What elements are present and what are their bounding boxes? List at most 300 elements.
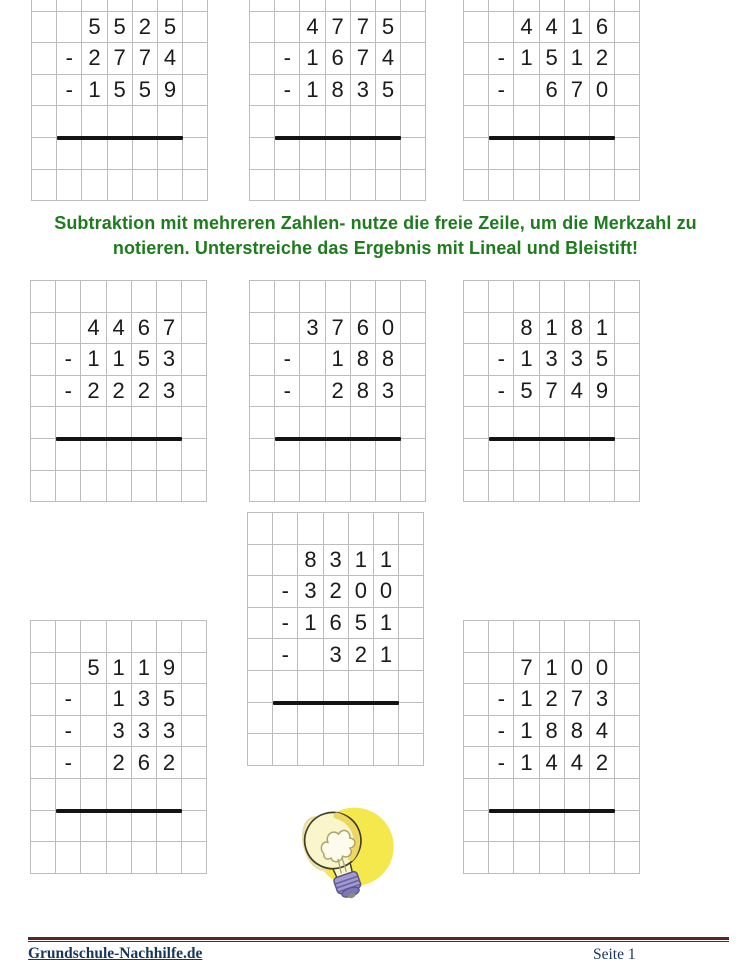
grid-cell <box>489 842 514 874</box>
grid-cell <box>326 138 351 170</box>
grid-cell: 8 <box>565 313 590 345</box>
grid-cell <box>31 407 56 439</box>
grid-cell <box>250 75 275 107</box>
grid-cell <box>376 138 401 170</box>
grid-cell <box>464 313 489 345</box>
grid-cell: 1 <box>81 344 106 376</box>
grid-cell <box>374 734 399 766</box>
grid-cell <box>590 621 615 653</box>
grid-cell: 1 <box>326 344 351 376</box>
grid-cell <box>157 811 182 843</box>
grid-cell <box>132 439 157 471</box>
grid-cell: 7 <box>514 653 539 685</box>
grid-cell: 1 <box>565 12 590 44</box>
grid-cell: 5 <box>514 376 539 408</box>
grid-cell <box>399 545 424 577</box>
grid-cell: 9 <box>590 376 615 408</box>
grid-cell <box>275 471 300 503</box>
grid-cell <box>273 734 298 766</box>
grid-cell <box>464 0 489 12</box>
grid-cell <box>615 684 640 716</box>
grid-cell <box>250 43 275 75</box>
grid-cell: 1 <box>300 43 325 75</box>
grid-cell <box>565 842 590 874</box>
grid-cell <box>32 106 57 138</box>
grid-cell <box>376 471 401 503</box>
grid-cell <box>590 779 615 811</box>
grid-cell <box>248 703 273 735</box>
grid-cell: 5 <box>108 75 133 107</box>
grid-cell <box>81 684 106 716</box>
grid-cell <box>248 545 273 577</box>
grid-cell <box>182 313 207 345</box>
grid-cell <box>32 0 57 12</box>
grid-cell <box>590 170 615 202</box>
grid-cell <box>540 811 565 843</box>
result-underline <box>56 437 182 441</box>
grid-cell <box>489 779 514 811</box>
grid-cell <box>158 106 183 138</box>
grid-cell: 4 <box>565 376 590 408</box>
grid-cell <box>374 703 399 735</box>
grid-cell <box>590 281 615 313</box>
grid-cell <box>565 138 590 170</box>
grid-cell <box>248 671 273 703</box>
grid-cell: 2 <box>590 43 615 75</box>
grid-cell <box>399 576 424 608</box>
grid-cell <box>326 170 351 202</box>
grid-cell <box>351 281 376 313</box>
grid-cell <box>351 170 376 202</box>
grid-cell: 1 <box>298 608 323 640</box>
grid-cell <box>81 407 106 439</box>
grid-cell <box>182 716 207 748</box>
grid-cell: 8 <box>540 716 565 748</box>
problem-grid-3 <box>463 0 640 201</box>
grid-cell <box>250 106 275 138</box>
problem-grid-6 <box>463 280 640 502</box>
grid-cell <box>300 407 325 439</box>
grid-cell <box>565 170 590 202</box>
grid-cell <box>514 842 539 874</box>
grid-cell: 3 <box>157 716 182 748</box>
grid-cell <box>32 43 57 75</box>
grid-cell <box>107 281 132 313</box>
grid-cell <box>514 281 539 313</box>
grid-cell <box>250 407 275 439</box>
instruction-line-1: Subtraktion mit mehreren Zahlen- nutze die freie Zeile, um die Merkzahl zu <box>54 213 697 233</box>
grid-cell <box>615 0 640 12</box>
grid-cell: 1 <box>300 75 325 107</box>
result-underline <box>57 136 183 140</box>
grid-cell <box>31 779 56 811</box>
grid-cell <box>540 281 565 313</box>
grid-cell <box>326 281 351 313</box>
grid-cell <box>300 138 325 170</box>
grid-cell: 0 <box>349 576 374 608</box>
problem-grid-1 <box>31 0 208 201</box>
grid-cell <box>157 471 182 503</box>
grid-cell <box>56 779 81 811</box>
grid-cell: 5 <box>376 12 401 44</box>
grid-cell: 2 <box>133 12 158 44</box>
grid-cell: 2 <box>540 684 565 716</box>
grid-cell: 1 <box>514 43 539 75</box>
grid-cell <box>464 138 489 170</box>
grid-cell: 1 <box>514 684 539 716</box>
grid-cell <box>326 0 351 12</box>
grid-cell: 0 <box>565 653 590 685</box>
grid-cell <box>300 0 325 12</box>
grid-cell <box>615 842 640 874</box>
grid-cell <box>401 106 426 138</box>
grid-cell: 7 <box>326 313 351 345</box>
grid-cell <box>182 811 207 843</box>
grid-cell <box>401 170 426 202</box>
grid-cell <box>351 138 376 170</box>
grid-cell <box>326 471 351 503</box>
grid-cell <box>81 716 106 748</box>
grid-cell <box>590 138 615 170</box>
grid-cell <box>489 407 514 439</box>
grid-cell <box>182 344 207 376</box>
grid-cell: 1 <box>82 75 107 107</box>
grid-cell <box>250 12 275 44</box>
grid-cell <box>108 170 133 202</box>
grid-cell <box>615 281 640 313</box>
grid-cell <box>374 671 399 703</box>
grid-cell <box>401 43 426 75</box>
grid-cell <box>615 138 640 170</box>
grid-cell <box>57 12 82 44</box>
grid-cell <box>32 138 57 170</box>
grid-cell <box>349 703 374 735</box>
grid-cell <box>590 0 615 12</box>
grid-cell <box>298 639 323 671</box>
grid-cell <box>56 439 81 471</box>
grid-cell: 1 <box>514 344 539 376</box>
grid-cell: 8 <box>298 545 323 577</box>
grid-cell <box>324 734 349 766</box>
grid-cell <box>183 170 208 202</box>
footer-page-number: Seite 1 <box>593 946 636 963</box>
grid-cell <box>399 703 424 735</box>
grid-cell <box>300 170 325 202</box>
grid-cell: 3 <box>565 344 590 376</box>
grid-cell <box>182 281 207 313</box>
grid-cell <box>132 842 157 874</box>
grid-cell: 7 <box>133 43 158 75</box>
grid-cell: 6 <box>351 313 376 345</box>
grid-cell: 5 <box>157 684 182 716</box>
grid-cell <box>514 75 539 107</box>
grid-cell: - <box>489 684 514 716</box>
grid-cell <box>250 344 275 376</box>
grid-cell <box>540 407 565 439</box>
grid-cell: 2 <box>82 43 107 75</box>
grid-cell <box>108 106 133 138</box>
grid-cell: - <box>489 344 514 376</box>
grid-cell <box>376 281 401 313</box>
grid-cell: - <box>489 747 514 779</box>
grid-cell <box>248 734 273 766</box>
grid-cell: 1 <box>107 684 132 716</box>
grid-cell <box>81 439 106 471</box>
grid-cell <box>514 138 539 170</box>
grid-cell: 2 <box>81 376 106 408</box>
grid-cell <box>82 170 107 202</box>
grid-cell <box>250 439 275 471</box>
grid-cell <box>464 842 489 874</box>
grid-cell <box>300 471 325 503</box>
grid-cell <box>615 170 640 202</box>
grid-cell: - <box>275 344 300 376</box>
grid-cell <box>349 513 374 545</box>
grid-cell <box>298 513 323 545</box>
grid-cell: 4 <box>565 747 590 779</box>
grid-cell <box>489 313 514 345</box>
grid-cell <box>182 779 207 811</box>
grid-cell: 3 <box>132 684 157 716</box>
grid-cell: 7 <box>351 43 376 75</box>
grid-cell: 7 <box>157 313 182 345</box>
grid-cell <box>514 106 539 138</box>
grid-cell <box>133 170 158 202</box>
grid-cell <box>489 621 514 653</box>
grid-cell: - <box>489 716 514 748</box>
grid-cell <box>275 313 300 345</box>
grid-cell <box>132 621 157 653</box>
grid-cell: 3 <box>324 545 349 577</box>
result-underline <box>489 809 615 813</box>
grid-cell <box>81 471 106 503</box>
grid-cell <box>351 439 376 471</box>
grid-cell <box>590 842 615 874</box>
grid-cell <box>157 407 182 439</box>
grid-cell: 8 <box>514 313 539 345</box>
grid-cell <box>158 0 183 12</box>
grid-cell <box>298 703 323 735</box>
grid-cell <box>514 811 539 843</box>
grid-cell <box>275 12 300 44</box>
grid-cell: 0 <box>590 653 615 685</box>
grid-cell <box>31 684 56 716</box>
grid-cell <box>514 170 539 202</box>
grid-cell <box>157 779 182 811</box>
grid-cell: 2 <box>157 747 182 779</box>
grid-cell <box>399 734 424 766</box>
grid-cell: - <box>273 576 298 608</box>
grid-cell: 1 <box>374 608 399 640</box>
grid-cell <box>248 639 273 671</box>
grid-cell: 8 <box>376 344 401 376</box>
grid-cell <box>464 12 489 44</box>
problem-grid-4 <box>30 280 207 502</box>
grid-cell <box>300 106 325 138</box>
grid-cell <box>250 0 275 12</box>
grid-cell: 1 <box>590 313 615 345</box>
grid-cell: 4 <box>376 43 401 75</box>
grid-cell <box>514 439 539 471</box>
grid-cell <box>108 0 133 12</box>
grid-cell <box>32 75 57 107</box>
grid-cell <box>57 170 82 202</box>
grid-cell <box>56 842 81 874</box>
grid-cell <box>182 621 207 653</box>
grid-cell <box>182 376 207 408</box>
grid-cell <box>401 138 426 170</box>
grid-cell <box>57 0 82 12</box>
grid-cell <box>56 621 81 653</box>
grid-cell <box>31 471 56 503</box>
grid-cell: 1 <box>514 747 539 779</box>
grid-cell <box>489 471 514 503</box>
grid-cell <box>300 376 325 408</box>
grid-cell <box>132 471 157 503</box>
grid-cell <box>81 281 106 313</box>
grid-cell <box>590 407 615 439</box>
grid-cell <box>464 653 489 685</box>
grid-cell: 3 <box>157 344 182 376</box>
grid-cell <box>56 313 81 345</box>
grid-cell: 5 <box>82 12 107 44</box>
grid-cell <box>324 703 349 735</box>
grid-cell: 2 <box>349 639 374 671</box>
grid-cell: - <box>273 639 298 671</box>
grid-cell: 3 <box>351 75 376 107</box>
grid-cell <box>56 471 81 503</box>
grid-cell <box>182 747 207 779</box>
grid-cell <box>590 439 615 471</box>
grid-cell <box>376 106 401 138</box>
grid-cell: - <box>489 376 514 408</box>
grid-cell <box>108 138 133 170</box>
grid-cell: - <box>275 75 300 107</box>
grid-cell: - <box>57 43 82 75</box>
grid-cell <box>107 779 132 811</box>
grid-cell <box>183 138 208 170</box>
grid-cell <box>183 106 208 138</box>
grid-cell: 3 <box>298 576 323 608</box>
grid-cell <box>615 43 640 75</box>
grid-cell <box>351 106 376 138</box>
grid-cell <box>250 281 275 313</box>
grid-cell: 7 <box>565 684 590 716</box>
grid-cell: 5 <box>158 12 183 44</box>
grid-cell: 4 <box>514 12 539 44</box>
grid-cell <box>514 407 539 439</box>
grid-cell <box>182 684 207 716</box>
grid-cell <box>81 811 106 843</box>
grid-cell <box>401 471 426 503</box>
grid-cell <box>157 281 182 313</box>
grid-cell <box>464 779 489 811</box>
grid-cell <box>351 407 376 439</box>
grid-cell <box>31 439 56 471</box>
grid-cell <box>107 407 132 439</box>
grid-cell <box>489 653 514 685</box>
grid-cell: 1 <box>349 545 374 577</box>
grid-cell <box>464 747 489 779</box>
grid-cell <box>81 842 106 874</box>
grid-cell <box>399 608 424 640</box>
grid-cell <box>565 407 590 439</box>
grid-cell <box>401 407 426 439</box>
grid-cell <box>248 513 273 545</box>
result-underline <box>489 437 615 441</box>
lightbulb-icon <box>292 797 398 903</box>
grid-cell: - <box>489 75 514 107</box>
grid-cell <box>615 439 640 471</box>
grid-cell <box>565 621 590 653</box>
grid-cell <box>464 75 489 107</box>
grid-cell <box>31 344 56 376</box>
result-underline <box>275 437 401 441</box>
grid-cell: 6 <box>326 43 351 75</box>
grid-cell <box>250 138 275 170</box>
grid-cell <box>514 471 539 503</box>
grid-cell <box>56 653 81 685</box>
grid-cell: - <box>57 75 82 107</box>
grid-cell <box>326 407 351 439</box>
grid-cell <box>464 43 489 75</box>
grid-cell: 7 <box>540 376 565 408</box>
grid-cell <box>590 106 615 138</box>
grid-cell: 5 <box>590 344 615 376</box>
grid-cell <box>464 344 489 376</box>
grid-cell <box>273 545 298 577</box>
grid-cell: 6 <box>132 313 157 345</box>
grid-cell <box>133 0 158 12</box>
grid-cell <box>565 281 590 313</box>
grid-cell <box>615 747 640 779</box>
grid-cell <box>107 842 132 874</box>
grid-cell: 6 <box>590 12 615 44</box>
grid-cell: 8 <box>565 716 590 748</box>
grid-cell <box>464 439 489 471</box>
grid-cell <box>401 0 426 12</box>
grid-cell <box>31 376 56 408</box>
grid-cell <box>324 671 349 703</box>
grid-cell: 3 <box>107 716 132 748</box>
footer-site-link[interactable]: Grundschule-Nachhilfe.de <box>28 945 203 962</box>
grid-cell <box>401 281 426 313</box>
grid-cell <box>376 439 401 471</box>
grid-cell: 3 <box>540 344 565 376</box>
grid-cell: 2 <box>132 376 157 408</box>
lightbulb-graphic <box>292 797 398 903</box>
grid-cell <box>275 170 300 202</box>
grid-cell <box>183 43 208 75</box>
grid-cell: - <box>56 376 81 408</box>
grid-cell <box>132 779 157 811</box>
grid-cell <box>464 471 489 503</box>
grid-cell <box>565 779 590 811</box>
grid-cell: 1 <box>540 313 565 345</box>
grid-cell <box>107 811 132 843</box>
grid-cell <box>275 106 300 138</box>
grid-cell <box>514 621 539 653</box>
grid-cell <box>401 12 426 44</box>
grid-cell: - <box>56 344 81 376</box>
grid-cell <box>300 439 325 471</box>
grid-cell <box>464 106 489 138</box>
grid-cell <box>250 471 275 503</box>
grid-cell <box>32 12 57 44</box>
grid-cell <box>31 716 56 748</box>
grid-cell <box>374 513 399 545</box>
grid-cell <box>298 734 323 766</box>
